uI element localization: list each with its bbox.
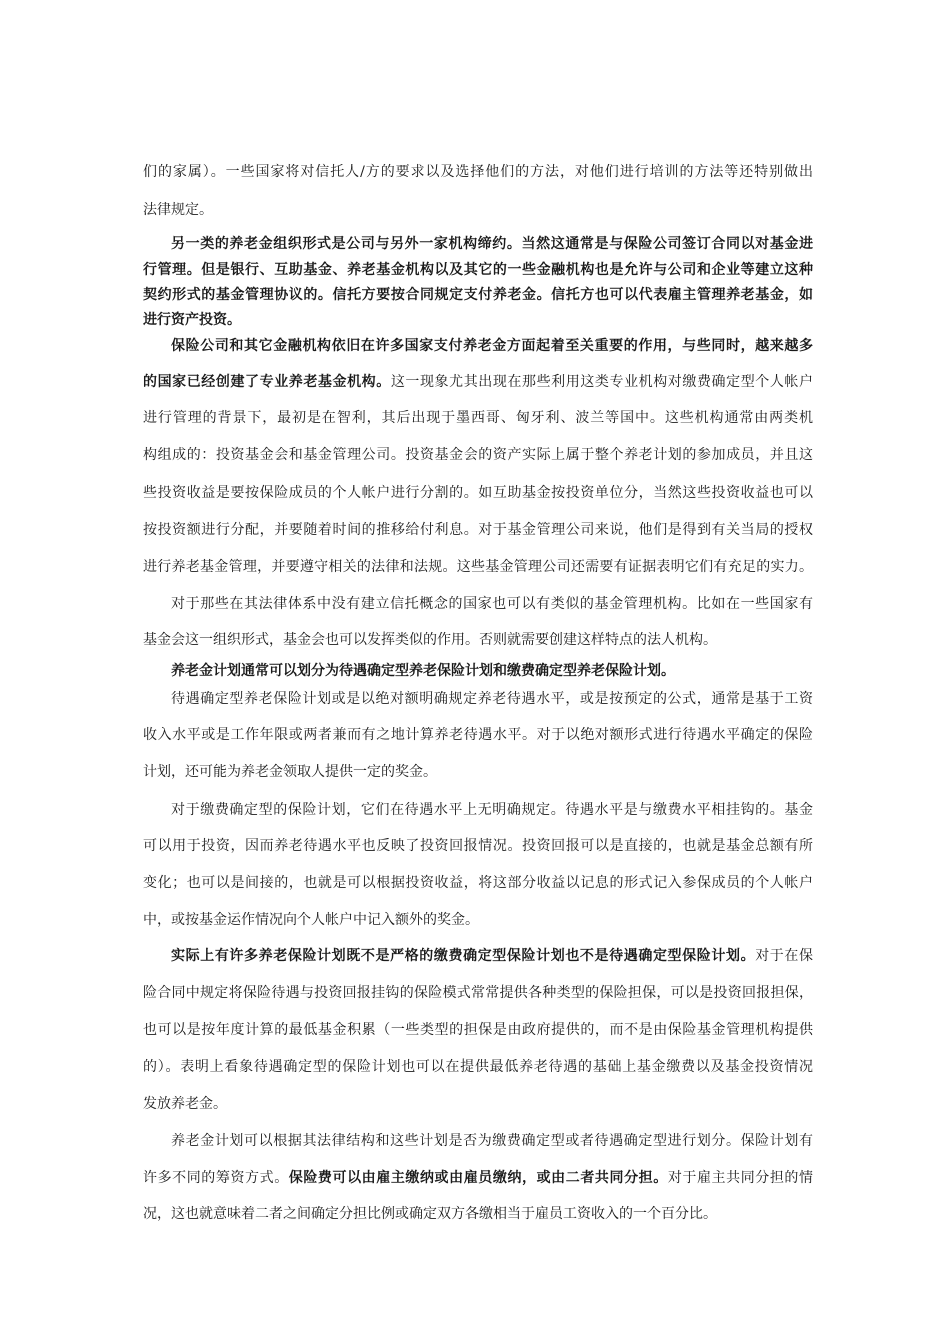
p8-line-1-bold: 实际上有许多养老保险计划既不是严格的缴费确定型保险计划也不是待遇确定型保险计划。 (171, 948, 756, 964)
p2-line-1: 另一类的养老金组织形式是公司与另外一家机构缔约。当然这通常是与保险公司签订合同以对基金进 (171, 236, 813, 252)
p8-line-2: 险合同中规定将保险待遇与投资回报挂钩的保险模式常常提供各种类型的保险担保，可以是投资回报担保， (143, 985, 813, 1001)
p7-line-3: 变化；也可以是间接的，也就是可以根据投资收益，将这部分收益以记息的形式记入参保成员的个人帐户 (143, 875, 813, 891)
p4-line-1: 对于那些在其法律体系中没有建立信托概念的国家也可以有类似的基金管理机构。比如在一些国家有 (171, 596, 813, 612)
p8-line-5: 发放养老金。 (143, 1096, 227, 1112)
p9-line-2-rest: 对于雇主共同分担的情 (667, 1170, 813, 1186)
p2-line-2: 行管理。但是银行、互助基金、养老基金机构以及其它的一些金融机构也是允许与公司和企业等建立这种 (143, 262, 813, 278)
p3-line-5: 些投资收益是要按保险成员的个人帐户进行分割的。如互助基金按投资单位分，当然这些投资收益也可以 (143, 485, 813, 501)
p8-line-4: 的）。表明上看象待遇确定型的保险计划也可以在提供最低养老待遇的基础上基金缴费以及基金投资情况 (143, 1059, 813, 1075)
p2-line-3: 契约形式的基金管理协议的。信托方要按合同规定支付养老金。信托方也可以代表雇主管理养老基金，如 (143, 287, 813, 303)
p3-line-2 (143, 372, 813, 392)
p9-line-2-start: 许多不同的筹资方式。 (143, 1170, 289, 1186)
p3-line-1: 保险公司和其它金融机构依旧在许多国家支付养老金方面起着至关重要的作用，与些同时，越来越多 (171, 338, 813, 354)
p4-line-2: 基金会这一组织形式，基金会也可以发挥类似的作用。否则就需要创建这样特点的法人机构。 (143, 632, 717, 648)
p3-line-4: 构组成的：投资基金会和基金管理公司。投资基金会的资产实际上属于整个养老计划的参加成员，并且这 (143, 447, 813, 463)
p7-line-1: 对于缴费确定型的保险计划，它们在待遇水平上无明确规定。待遇水平是与缴费水平相挂钩的。基金 (171, 802, 813, 818)
p2-line-4: 进行资产投资。 (143, 312, 241, 328)
p3-line-7: 进行养老基金管理，并要遵守相关的法律和法规。这些基金管理公司还需要有证据表明它们有充足的实力。 (143, 559, 813, 575)
p1-line-1: 们的家属）。一些国家将对信托人/方的要求以及选择他们的方法，对他们进行培训的方法等还特别做出 (143, 164, 813, 180)
p1-line-2: 法律规定。 (143, 202, 213, 218)
p3-line-3: 进行管理的背景下，最初是在智利，其后出现于墨西哥、匈牙利、波兰等国中。这些机构通常由两类机 (143, 410, 813, 426)
p8-line-1-rest: 对于在保 (755, 948, 813, 964)
p5-line-1: 养老金计划通常可以划分为待遇确定型养老保险计划和缴费确定型养老保险计划。 (171, 663, 675, 679)
p9-line-3: 况，这也就意味着二者之间确定分担比例或确定双方各缴相当于雇员工资收入的一个百分比。 (143, 1206, 717, 1222)
p9-line-2-bold: 保险费可以由雇主缴纳或由雇员缴纳，或由二者共同分担。 (288, 1170, 668, 1186)
p7-line-2: 可以用于投资，因而养老待遇水平也反映了投资回报情况。投资回报可以是直接的，也就是基金总额有所 (143, 838, 813, 854)
p9-line-1: 养老金计划可以根据其法律结构和这些计划是否为缴费确定型或者待遇确定型进行划分。保险计划有 (171, 1133, 813, 1149)
p3-line-2-rest: 这一现象尤其出现在那些利用这类专业机构对缴费确定型个人帐户 (390, 374, 813, 390)
p6-line-3: 计划，还可能为养老金领取人提供一定的奖金。 (143, 764, 437, 780)
p6-line-1: 待遇确定型养老保险计划或是以绝对额明确规定养老待遇水平，或是按预定的公式，通常是基于工资 (171, 691, 813, 707)
p9-line-2 (143, 1168, 813, 1188)
p3-line-2-bold: 的国家已经创建了专业养老基金机构。 (143, 374, 391, 390)
p8-line-1 (171, 946, 813, 966)
p3-line-6: 按投资额进行分配，并要随着时间的推移给付利息。对于基金管理公司来说，他们是得到有关当局的授权 (143, 522, 813, 538)
p6-line-2: 收入水平或是工作年限或两者兼而有之地计算养老待遇水平。对于以绝对额形式进行待遇水平确定的保险 (143, 727, 813, 743)
p8-line-3: 也可以是按年度计算的最低基金积累（一些类型的担保是由政府提供的，而不是由保险基金管理机构提供 (143, 1022, 813, 1038)
p7-line-4: 中，或按基金运作情况向个人帐户中记入额外的奖金。 (143, 912, 479, 928)
